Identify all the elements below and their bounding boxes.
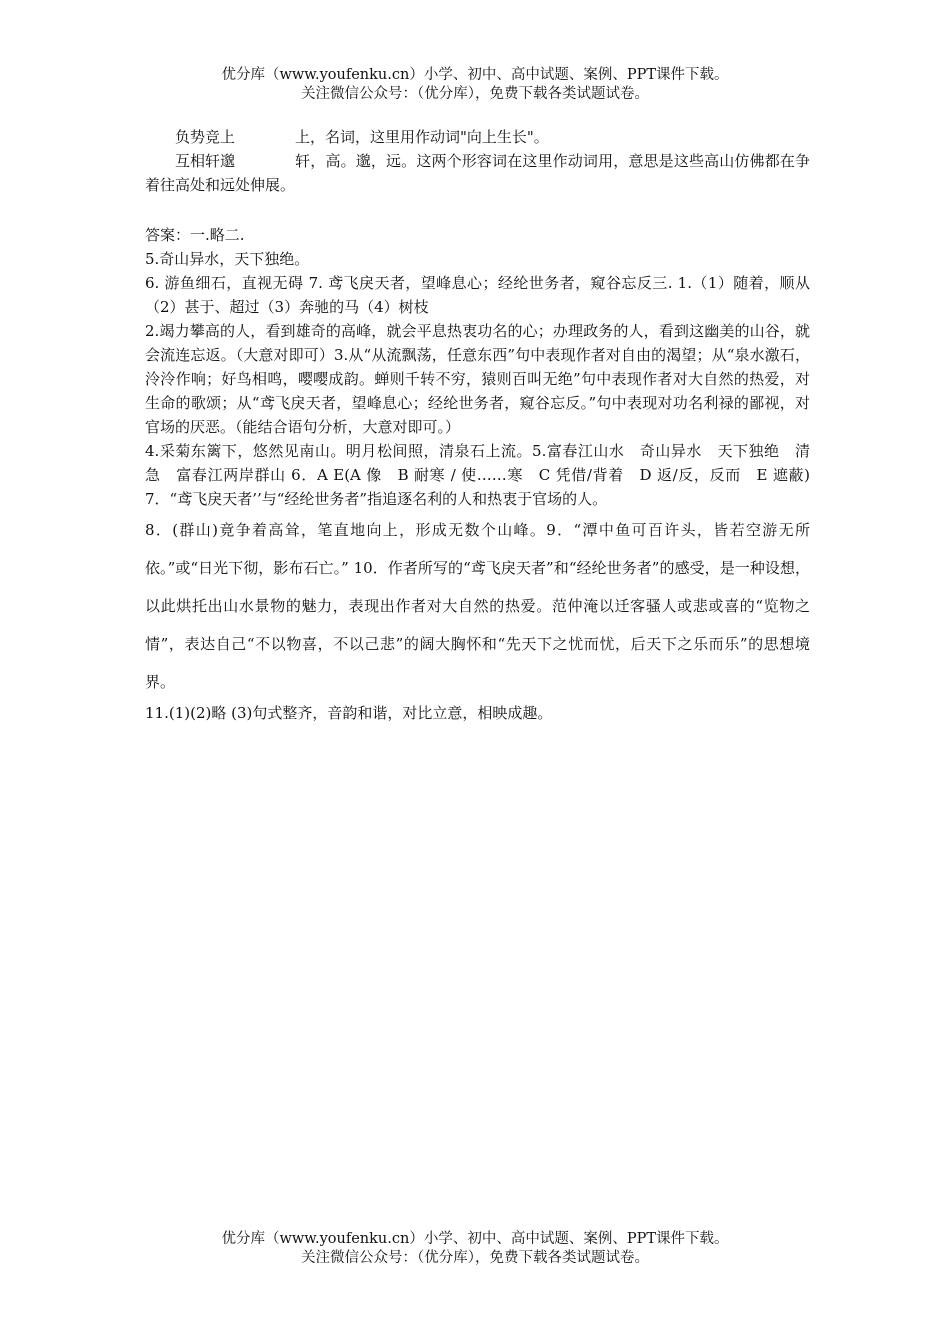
header-line-1: 优分库（www.youfenku.cn）小学、初中、高中试题、案例、PPT课件下载。 — [221, 67, 729, 83]
answer-paragraph: 8．(群山)竟争着高耸，笔直地向上，形成无数个山峰。9．“潭中鱼可百许头，皆若空游无所依。”或“日光下彻，影布石亡。” 10．作者所写的“鸢飞戾天者”和“经纶世务者”的感受，是一种设想，以此烘托出山水景物的魅力，表现出作者对大自然的热爱。范仲淹以迁客骚人或悲或喜的“览物之情”，表达自己“不以物喜，不以己悲”的阔大胸怀和“先天下之忧而忧，后天下之乐而乐”的思想境界。 — [145, 521, 810, 691]
vocab-entry — [145, 125, 810, 149]
page-footer — [0, 1230, 950, 1268]
vocab-entry — [145, 149, 810, 197]
vocab-term: 负势竞上 — [175, 128, 236, 146]
answer-wide-block — [145, 511, 810, 701]
answer-paragraph: 5.奇山异水，天下独绝。 — [145, 250, 310, 268]
answer-paragraph: 11.(1)(2)略 (3)句式整齐，音韵和谐，对比立意，相映成趣。 — [145, 704, 553, 722]
header-line-2: 关注微信公众号：（优分库），免费下载各类试题试卷。 — [301, 86, 649, 102]
answer-paragraph: 4.采菊东篱下，悠然见南山。明月松间照，清泉石上流。5.富春江山水 奇山异水 天下独绝 清 急 富春江两岸群山 6．A E(A 像 B 耐寒 / 使……寒 C 凭借/背着 D 返/反，反而 E 遮蔽) 7．“鸢飞戾天者’’与“经纶世务者”指追逐名利的人和热衷于官场的人。 — [145, 442, 826, 508]
page-header — [0, 66, 950, 104]
vocab-definition: 轩，高。邈，远。这两个形容词在这里作动词用，意思是这些高山仿佛都在争着往高处和远处伸展。 — [145, 152, 810, 194]
footer-line-1: 优分库（www.youfenku.cn）小学、初中、高中试题、案例、PPT课件下载。 — [221, 1231, 729, 1247]
document-body — [145, 125, 826, 725]
vocab-term: 互相轩邈 — [175, 152, 236, 170]
vocab-definition: 上，名词，这里用作动词"向上生长"。 — [295, 128, 549, 146]
answer-heading: 答案：一.略二. — [145, 226, 245, 244]
answer-paragraph: 6. 游鱼细石，直视无碍 7. 鸢飞戾天者，望峰息心；经纶世务者，窥谷忘反三. 1.（1）随着，顺从（2）甚于、超过（3）奔驰的马（4）树枝 — [145, 274, 810, 316]
answer-paragraph: 2.竭力攀高的人，看到雄奇的高峰，就会平息热衷功名的心；办理政务的人，看到这幽美的山谷，就会流连忘返。（大意对即可）3.从“从流飘荡，任意东西”句中表现作者对自由的渴望；从“泉水激石，泠泠作响；好鸟相鸣，嘤嘤成韵。蝉则千转不穷，猿则百叫无绝”句中表现作者对大自然的热爱，对生命的歌颂；从“鸢飞戾天者，望峰息心；经纶世务者，窥谷忘反。”句中表现对功名利禄的鄙视，对官场的厌恶。（能结合语句分析，大意对即可。） — [145, 322, 810, 436]
spacer — [145, 197, 810, 223]
footer-line-2: 关注微信公众号：（优分库），免费下载各类试题试卷。 — [301, 1250, 649, 1266]
